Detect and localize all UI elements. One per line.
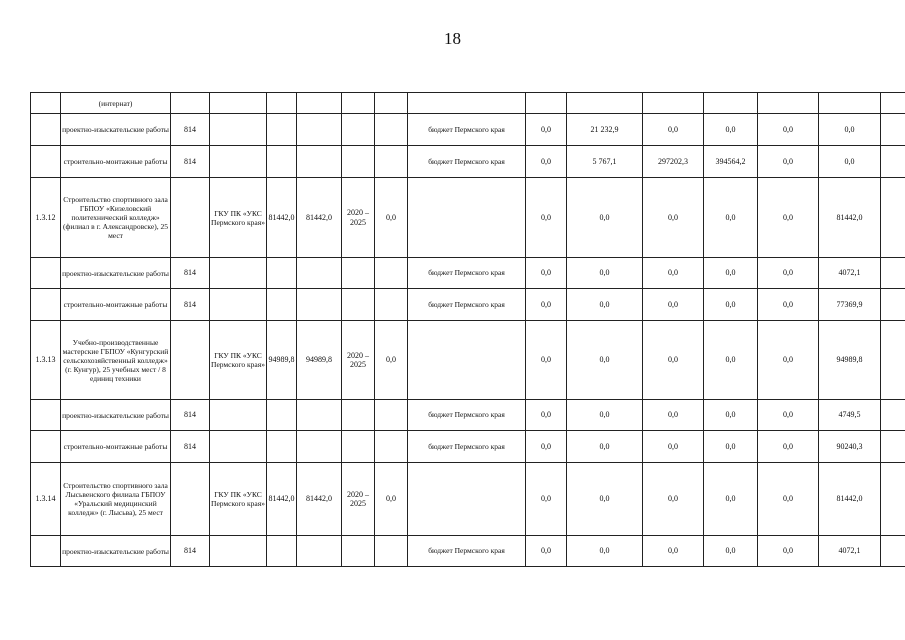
note-cell <box>881 146 905 178</box>
spent-cell <box>375 431 408 463</box>
year-value-cell: 0,0 <box>526 536 567 567</box>
work-type-cell: строительно-монтажные работы <box>61 289 171 321</box>
object-row <box>31 178 905 258</box>
year-value-cell: 0,0 <box>643 400 704 431</box>
year-value-cell: 4072,1 <box>819 536 881 567</box>
work-type-cell: проектно-изыскательские работы <box>61 400 171 431</box>
item-number-cell <box>31 536 61 567</box>
customer-cell: ГКУ ПК «УКС Пермского края» <box>210 321 267 400</box>
customer-cell <box>210 536 267 567</box>
year-value-cell <box>643 93 704 114</box>
item-number-cell: 1.3.14 <box>31 463 61 536</box>
cost-cell <box>267 93 297 114</box>
year-value-cell: 0,0 <box>567 178 643 258</box>
funding-source-cell <box>408 93 526 114</box>
cost-cell: 81442,0 <box>267 178 297 258</box>
year-value-cell: 0,0 <box>526 146 567 178</box>
year-value-cell: 0,0 <box>526 431 567 463</box>
year-value-cell: 0,0 <box>526 400 567 431</box>
year-value-cell: 4072,1 <box>819 258 881 289</box>
cost-cell <box>267 114 297 146</box>
cost-cell <box>267 258 297 289</box>
note-cell <box>881 400 905 431</box>
customer-cell <box>210 146 267 178</box>
year-value-cell: 297202,3 <box>643 146 704 178</box>
work-type-cell: проектно-изыскательские работы <box>61 258 171 289</box>
item-number-cell <box>31 114 61 146</box>
year-value-cell: 0,0 <box>758 146 819 178</box>
code-cell: 814 <box>171 536 210 567</box>
period-cell: 2020 – 2025 <box>342 321 375 400</box>
table-row <box>31 258 905 289</box>
table-row <box>31 93 905 114</box>
customer-cell <box>210 289 267 321</box>
year-value-cell <box>704 93 758 114</box>
total-cost-cell <box>297 536 342 567</box>
year-value-cell: 0,0 <box>758 431 819 463</box>
total-cost-cell <box>297 93 342 114</box>
year-value-cell: 0,0 <box>567 258 643 289</box>
item-number-cell: 1.3.13 <box>31 321 61 400</box>
total-cost-cell: 94989,8 <box>297 321 342 400</box>
object-row <box>31 321 905 400</box>
note-cell <box>881 178 905 258</box>
item-number-cell <box>31 93 61 114</box>
code-cell: 814 <box>171 289 210 321</box>
cost-cell <box>267 289 297 321</box>
customer-cell <box>210 400 267 431</box>
year-value-cell: 0,0 <box>704 114 758 146</box>
note-cell <box>881 431 905 463</box>
funding-source-cell: бюджет Пермского края <box>408 536 526 567</box>
total-cost-cell <box>297 258 342 289</box>
year-value-cell: 0,0 <box>758 178 819 258</box>
year-value-cell: 0,0 <box>758 258 819 289</box>
year-value-cell: 81442,0 <box>819 463 881 536</box>
funding-source-cell: бюджет Пермского края <box>408 258 526 289</box>
funding-source-cell: бюджет Пермского края <box>408 400 526 431</box>
spent-cell <box>375 114 408 146</box>
object-name-cell: Учебно-производственные мастерские ГБПОУ «Кунгурский сельскохозяйственный колледж» (г. Кунгур), 25 учебных мест / 8 единиц техники <box>61 321 171 400</box>
year-value-cell: 0,0 <box>758 114 819 146</box>
year-value-cell: 94989,8 <box>819 321 881 400</box>
total-cost-cell <box>297 114 342 146</box>
funding-source-cell: бюджет Пермского края <box>408 146 526 178</box>
code-cell <box>171 93 210 114</box>
year-value-cell: 81442,0 <box>819 178 881 258</box>
year-value-cell: 0,0 <box>819 114 881 146</box>
period-cell: 2020 – 2025 <box>342 178 375 258</box>
work-type-cell: (интернат) <box>61 93 171 114</box>
year-value-cell: 0,0 <box>567 431 643 463</box>
cost-cell <box>267 400 297 431</box>
period-cell <box>342 93 375 114</box>
year-value-cell: 0,0 <box>643 463 704 536</box>
year-value-cell: 90240,3 <box>819 431 881 463</box>
cost-cell <box>267 536 297 567</box>
year-value-cell: 21 232,9 <box>567 114 643 146</box>
funding-source-cell <box>408 178 526 258</box>
period-cell <box>342 431 375 463</box>
object-row <box>31 463 905 536</box>
table-row <box>31 536 905 567</box>
spent-cell <box>375 258 408 289</box>
total-cost-cell <box>297 146 342 178</box>
code-cell: 814 <box>171 258 210 289</box>
spent-cell <box>375 536 408 567</box>
period-cell <box>342 536 375 567</box>
customer-cell <box>210 258 267 289</box>
spent-cell: 0,0 <box>375 463 408 536</box>
code-cell: 814 <box>171 146 210 178</box>
year-value-cell: 394564,2 <box>704 146 758 178</box>
year-value-cell: 0,0 <box>704 321 758 400</box>
year-value-cell: 0,0 <box>526 178 567 258</box>
year-value-cell: 0,0 <box>567 463 643 536</box>
code-cell: 814 <box>171 400 210 431</box>
period-cell: 2020 – 2025 <box>342 463 375 536</box>
year-value-cell: 0,0 <box>643 536 704 567</box>
cost-cell <box>267 146 297 178</box>
year-value-cell <box>526 93 567 114</box>
year-value-cell: 0,0 <box>643 289 704 321</box>
customer-cell: ГКУ ПК «УКС Пермского края» <box>210 463 267 536</box>
year-value-cell: 0,0 <box>643 178 704 258</box>
year-value-cell: 0,0 <box>704 431 758 463</box>
period-cell <box>342 289 375 321</box>
customer-cell: ГКУ ПК «УКС Пермского края» <box>210 178 267 258</box>
table-row <box>31 400 905 431</box>
year-value-cell: 0,0 <box>758 536 819 567</box>
table-row <box>31 289 905 321</box>
year-value-cell: 0,0 <box>526 289 567 321</box>
note-cell <box>881 321 905 400</box>
total-cost-cell: 81442,0 <box>297 178 342 258</box>
item-number-cell: 1.3.12 <box>31 178 61 258</box>
note-cell <box>881 463 905 536</box>
note-cell <box>881 536 905 567</box>
note-cell <box>881 289 905 321</box>
period-cell <box>342 400 375 431</box>
cost-cell: 94989,8 <box>267 321 297 400</box>
year-value-cell: 77369,9 <box>819 289 881 321</box>
work-type-cell: проектно-изыскательские работы <box>61 536 171 567</box>
cost-cell <box>267 431 297 463</box>
period-cell <box>342 146 375 178</box>
spent-cell: 0,0 <box>375 178 408 258</box>
cost-cell: 81442,0 <box>267 463 297 536</box>
page-number: 18 <box>444 29 461 48</box>
item-number-cell <box>31 400 61 431</box>
year-value-cell: 0,0 <box>526 258 567 289</box>
work-type-cell: строительно-монтажные работы <box>61 431 171 463</box>
customer-cell <box>210 431 267 463</box>
total-cost-cell: 81442,0 <box>297 463 342 536</box>
period-cell <box>342 114 375 146</box>
object-name-cell: Строительство спортивного зала Лысьвенского филиала ГБПОУ «Уральский медицинский колледж» (г. Лысьва), 25 мест <box>61 463 171 536</box>
year-value-cell: 0,0 <box>819 146 881 178</box>
year-value-cell <box>567 93 643 114</box>
spent-cell: 0,0 <box>375 321 408 400</box>
year-value-cell: 0,0 <box>643 114 704 146</box>
code-cell <box>171 463 210 536</box>
year-value-cell: 0,0 <box>704 536 758 567</box>
item-number-cell <box>31 289 61 321</box>
year-value-cell: 0,0 <box>643 431 704 463</box>
year-value-cell: 0,0 <box>758 321 819 400</box>
funding-source-cell: бюджет Пермского края <box>408 289 526 321</box>
year-value-cell <box>819 93 881 114</box>
code-cell <box>171 321 210 400</box>
year-value-cell: 0,0 <box>704 258 758 289</box>
code-cell <box>171 178 210 258</box>
funding-source-cell: бюджет Пермского края <box>408 114 526 146</box>
item-number-cell <box>31 431 61 463</box>
funding-source-cell <box>408 321 526 400</box>
year-value-cell: 0,0 <box>567 536 643 567</box>
work-type-cell: строительно-монтажные работы <box>61 146 171 178</box>
budget-table <box>30 92 905 567</box>
year-value-cell: 0,0 <box>758 400 819 431</box>
year-value-cell: 0,0 <box>704 463 758 536</box>
code-cell: 814 <box>171 431 210 463</box>
year-value-cell: 0,0 <box>526 321 567 400</box>
total-cost-cell <box>297 431 342 463</box>
year-value-cell: 0,0 <box>704 178 758 258</box>
total-cost-cell <box>297 289 342 321</box>
spent-cell <box>375 289 408 321</box>
year-value-cell: 0,0 <box>758 463 819 536</box>
table-row <box>31 114 905 146</box>
table-row <box>31 146 905 178</box>
year-value-cell: 0,0 <box>704 289 758 321</box>
customer-cell <box>210 93 267 114</box>
customer-cell <box>210 114 267 146</box>
total-cost-cell <box>297 400 342 431</box>
item-number-cell <box>31 146 61 178</box>
year-value-cell: 0,0 <box>526 463 567 536</box>
item-number-cell <box>31 258 61 289</box>
year-value-cell: 0,0 <box>704 400 758 431</box>
year-value-cell: 0,0 <box>526 114 567 146</box>
year-value-cell: 4749,5 <box>819 400 881 431</box>
year-value-cell: 0,0 <box>643 258 704 289</box>
year-value-cell <box>758 93 819 114</box>
note-cell <box>881 258 905 289</box>
table-row <box>31 431 905 463</box>
funding-source-cell: бюджет Пермского края <box>408 431 526 463</box>
spent-cell <box>375 146 408 178</box>
year-value-cell: 0,0 <box>567 289 643 321</box>
object-name-cell: Строительство спортивного зала ГБПОУ «Кизеловский политехнический колледж» (филиал в г. Александровске), 25 мест <box>61 178 171 258</box>
year-value-cell: 5 767,1 <box>567 146 643 178</box>
note-cell <box>881 114 905 146</box>
period-cell <box>342 258 375 289</box>
code-cell: 814 <box>171 114 210 146</box>
funding-source-cell <box>408 463 526 536</box>
spent-cell <box>375 400 408 431</box>
year-value-cell: 0,0 <box>643 321 704 400</box>
work-type-cell: проектно-изыскательские работы <box>61 114 171 146</box>
year-value-cell: 0,0 <box>758 289 819 321</box>
year-value-cell: 0,0 <box>567 321 643 400</box>
year-value-cell: 0,0 <box>567 400 643 431</box>
spent-cell <box>375 93 408 114</box>
note-cell <box>881 93 905 114</box>
